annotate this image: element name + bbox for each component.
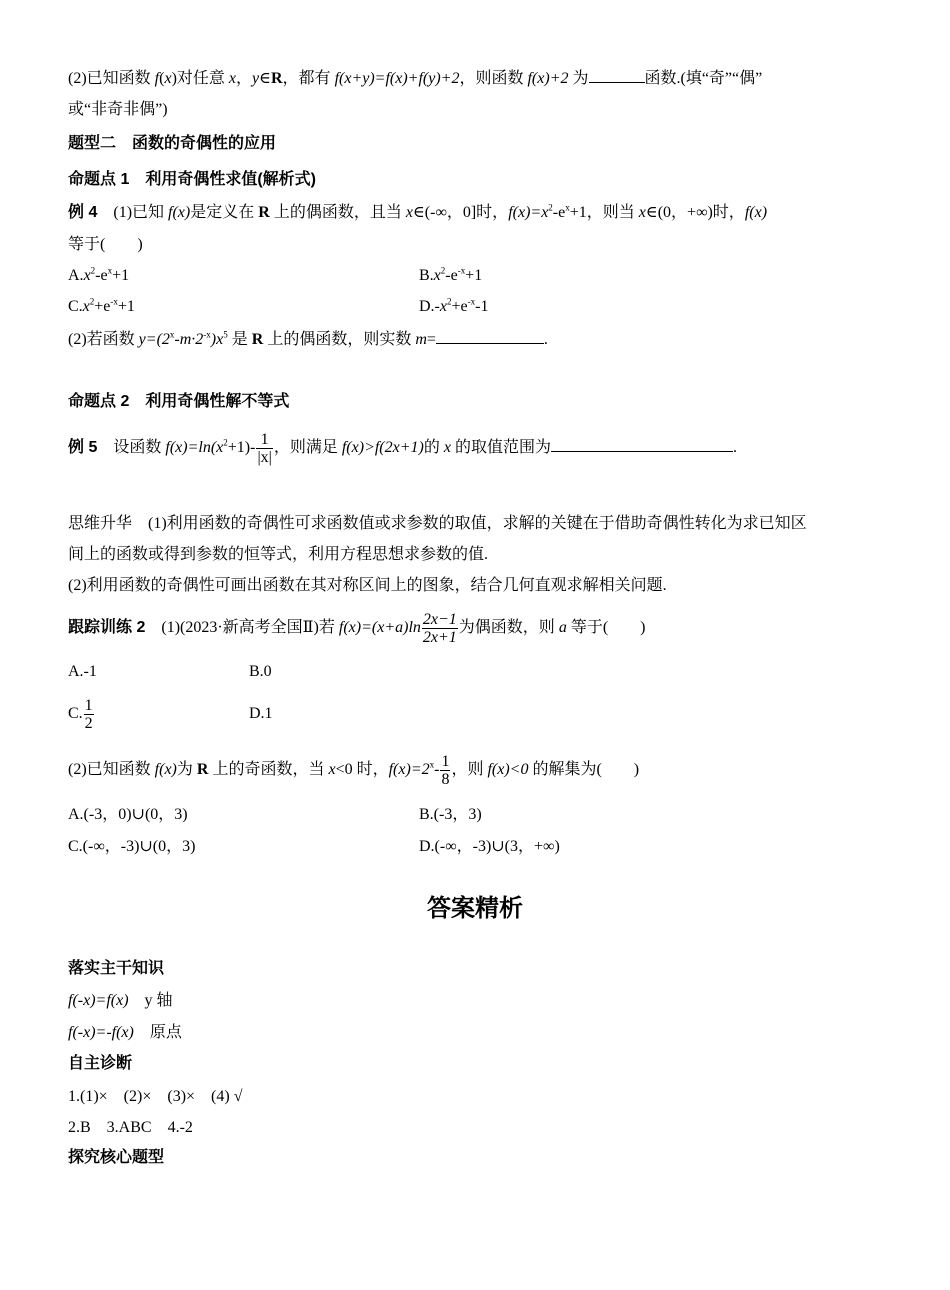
math: f(x): [744, 204, 768, 221]
text: -e: [552, 204, 566, 221]
text: ∈(-∞，0]时，: [412, 204, 509, 221]
denominator: 2: [84, 714, 93, 732]
text: 上的偶函数，则实数: [263, 331, 416, 348]
denominator: 8: [441, 770, 450, 788]
math: )x: [210, 331, 224, 348]
option-c: C.(-∞，-3)∪(0，3): [68, 838, 196, 855]
text: ∈: [259, 70, 271, 87]
math: f(-x)=-f(x): [68, 1024, 134, 1041]
text: (2)已知函数: [68, 70, 155, 87]
example-4-line2: 等于( ): [68, 236, 143, 253]
summary-line3: (2)利用函数的奇偶性可画出函数在其对称区间上的图象，结合几何直观求解相关问题.: [68, 577, 667, 594]
point-title-2: 命题点 2 利用奇偶性解不等式: [68, 393, 290, 410]
question-2-line1: [68, 68, 762, 89]
fraction: [440, 753, 450, 788]
answer-blank: [589, 68, 645, 83]
math: R: [270, 70, 283, 87]
text: (1)已知: [97, 204, 169, 221]
summary-line2: 间上的函数或得到参数的恒等式，利用方程思想求参数的值.: [68, 546, 489, 563]
text: =: [426, 331, 436, 348]
text: 的: [423, 439, 444, 456]
math: f(x+y)=f(x)+f(y)+2: [334, 70, 460, 87]
math: a: [558, 619, 567, 636]
option-d: D.1: [249, 705, 273, 722]
text: 是: [227, 331, 252, 348]
text: (2)已知函数: [68, 761, 155, 778]
text: +1)-: [227, 439, 256, 456]
answer-section-2: 自主诊断: [68, 1055, 133, 1072]
example-4-part2: [68, 329, 548, 350]
fraction: [422, 611, 458, 646]
numerator: 2x−1: [422, 610, 457, 628]
answer-line-3: 1.(1)× (2)× (3)× (4) √: [68, 1088, 243, 1105]
math: -x: [203, 329, 211, 340]
example-5: [68, 426, 737, 470]
text: (2)若函数: [68, 331, 139, 348]
math: -m·2: [174, 331, 204, 348]
text: 原点: [133, 1024, 182, 1041]
math: x: [565, 202, 570, 213]
math: x: [164, 70, 172, 87]
answer-blank: [551, 437, 733, 452]
option-a: A.-1: [68, 663, 97, 680]
math: R: [251, 331, 264, 348]
text: C.: [68, 705, 83, 722]
math: x: [405, 204, 413, 221]
option-a: A.(-3，0)∪(0，3): [68, 806, 188, 823]
answer-section-3: 探究核心题型: [68, 1149, 165, 1166]
math: f(-x)=f(x): [68, 992, 129, 1009]
option-a: $A.x^2-e^x+1$: [68, 265, 130, 284]
answer-blank: [436, 329, 544, 344]
math: x: [443, 439, 451, 456]
text: .: [733, 439, 737, 456]
math: x: [228, 70, 237, 87]
option-c: [68, 692, 95, 736]
denominator: 2x+1: [422, 628, 457, 646]
text: ，则函数: [459, 70, 528, 87]
math: y=(2: [138, 331, 170, 348]
math: f(x)<0: [487, 761, 529, 778]
math: f(x)=2: [388, 761, 430, 778]
text: 函数.(填“奇”“偶”: [644, 70, 763, 87]
fraction: [256, 431, 272, 466]
answer-title: 答案精析: [427, 895, 523, 922]
math: y: [252, 70, 260, 87]
text: ∈(0，+∞)时，: [645, 204, 745, 221]
option-d: $D.-x^2+e^{-x}-1$: [419, 296, 489, 315]
text: -: [434, 761, 440, 778]
math: R: [196, 761, 209, 778]
text: ，都有: [282, 70, 335, 87]
text: ，则: [451, 761, 488, 778]
text: 为偶函数，则: [458, 619, 559, 636]
text: 为: [568, 70, 589, 87]
text: y 轴: [128, 992, 173, 1009]
example-label: 例 5: [68, 439, 98, 456]
math: R: [258, 204, 270, 221]
answer-line-4: 2.B 3.ABC 4.-2: [68, 1119, 193, 1136]
text: 的解集为( ): [528, 761, 640, 778]
text: 是定义在: [190, 204, 259, 221]
example-label: 例 4: [68, 204, 98, 221]
denominator: |x|: [257, 448, 272, 466]
math: x: [638, 204, 646, 221]
option-b: $B.x^2-e^{-x}+1$: [419, 265, 483, 284]
option-c: $C.x^2+e^{-x}+1$: [68, 296, 135, 315]
answer-line-1: [68, 991, 173, 1011]
text: 上的偶函数，且当: [269, 204, 406, 221]
text: (1)(2023·新高考全国Ⅱ)若: [145, 619, 339, 636]
text: 等于( ): [566, 619, 646, 636]
numerator: 1: [260, 430, 269, 448]
question-2-line2: 或“非奇非偶”): [68, 101, 168, 118]
math: 5: [223, 329, 228, 340]
track-2-part1: [68, 606, 645, 650]
text: )对任意: [171, 70, 229, 87]
math: m: [415, 331, 427, 348]
text: 为: [176, 761, 197, 778]
answer-section-1: 落实主干知识: [68, 960, 165, 977]
point-title-1: 命题点 1 利用奇偶性求值(解析式): [68, 171, 317, 188]
math: x: [169, 329, 175, 340]
answer-line-2: [68, 1023, 182, 1043]
option-b: B.(-3，3): [419, 806, 482, 823]
math: f(x): [168, 204, 191, 221]
numerator: 1: [441, 752, 450, 770]
option-d: D.(-∞，-3)∪(3，+∞): [419, 838, 560, 855]
track-label: 跟踪训练 2: [68, 619, 146, 636]
math: f(x)=x: [508, 204, 549, 221]
text: 上的奇函数，当: [208, 761, 329, 778]
text: +1，则当: [569, 204, 639, 221]
math: f(x)=ln(x: [165, 439, 224, 456]
track-2-part2: [68, 748, 639, 792]
summary-line1: 思维升华 (1)利用函数的奇偶性可求函数值或求参数的取值，求解的关键在于借助奇偶性转化为求已知区: [68, 515, 807, 532]
example-4-line1: [68, 203, 767, 223]
text: ，则满足: [273, 439, 342, 456]
math: f(x)=(x+a)ln: [338, 619, 421, 636]
math: 2: [223, 437, 228, 448]
text: 的取值范围为: [450, 439, 551, 456]
text: 设函数: [97, 439, 166, 456]
text: .: [543, 331, 548, 348]
text: <0 时，: [335, 761, 389, 778]
fraction: [84, 697, 94, 732]
option-b: B.0: [249, 663, 272, 680]
math: x: [328, 761, 336, 778]
math: f: [154, 70, 160, 87]
math: x: [429, 759, 435, 770]
section-title: 题型二 函数的奇偶性的应用: [68, 135, 277, 152]
math: f(x)>f(2x+1): [341, 439, 424, 456]
math: 2: [548, 202, 553, 213]
numerator: 1: [84, 696, 93, 714]
text: ，: [236, 70, 253, 87]
text: (: [159, 70, 165, 87]
math: f(x): [154, 761, 177, 778]
math: f(x)+2: [527, 70, 569, 87]
